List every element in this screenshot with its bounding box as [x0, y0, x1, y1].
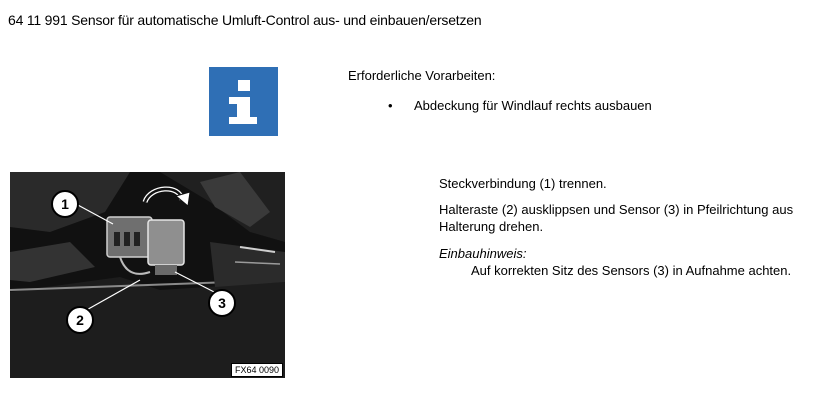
list-item	[388, 98, 652, 113]
step-2: Halteraste (2) ausklippsen und Sensor (3) in Pfeilrichtung aus Halterung drehen.	[439, 202, 794, 234]
prerequisites-list	[388, 98, 652, 113]
instruction-steps	[439, 175, 814, 279]
prerequisite-text: Abdeckung für Windlauf rechts ausbauen	[414, 98, 652, 113]
svg-text:1: 1	[61, 196, 69, 212]
svg-text:2: 2	[76, 312, 84, 328]
info-icon	[209, 67, 278, 136]
figure-code: FX64 0090	[231, 363, 283, 377]
svg-text:3: 3	[218, 295, 226, 311]
figure-photo	[10, 172, 285, 378]
step-1: Steckverbindung (1) trennen.	[439, 176, 607, 191]
page-title: 64 11 991 Sensor für automatische Umluft-Control aus- und einbauen/ersetzen	[8, 12, 482, 28]
installation-note-label: Einbauhinweis:	[439, 246, 527, 261]
installation-note-text: Auf korrekten Sitz des Sensors (3) in Aufnahme achten.	[471, 263, 792, 278]
callout-3	[209, 290, 235, 316]
callout-2	[67, 307, 93, 333]
prerequisites-heading: Erforderliche Vorarbeiten:	[348, 68, 496, 83]
callout-1	[52, 191, 78, 217]
bullet: •	[388, 98, 393, 113]
